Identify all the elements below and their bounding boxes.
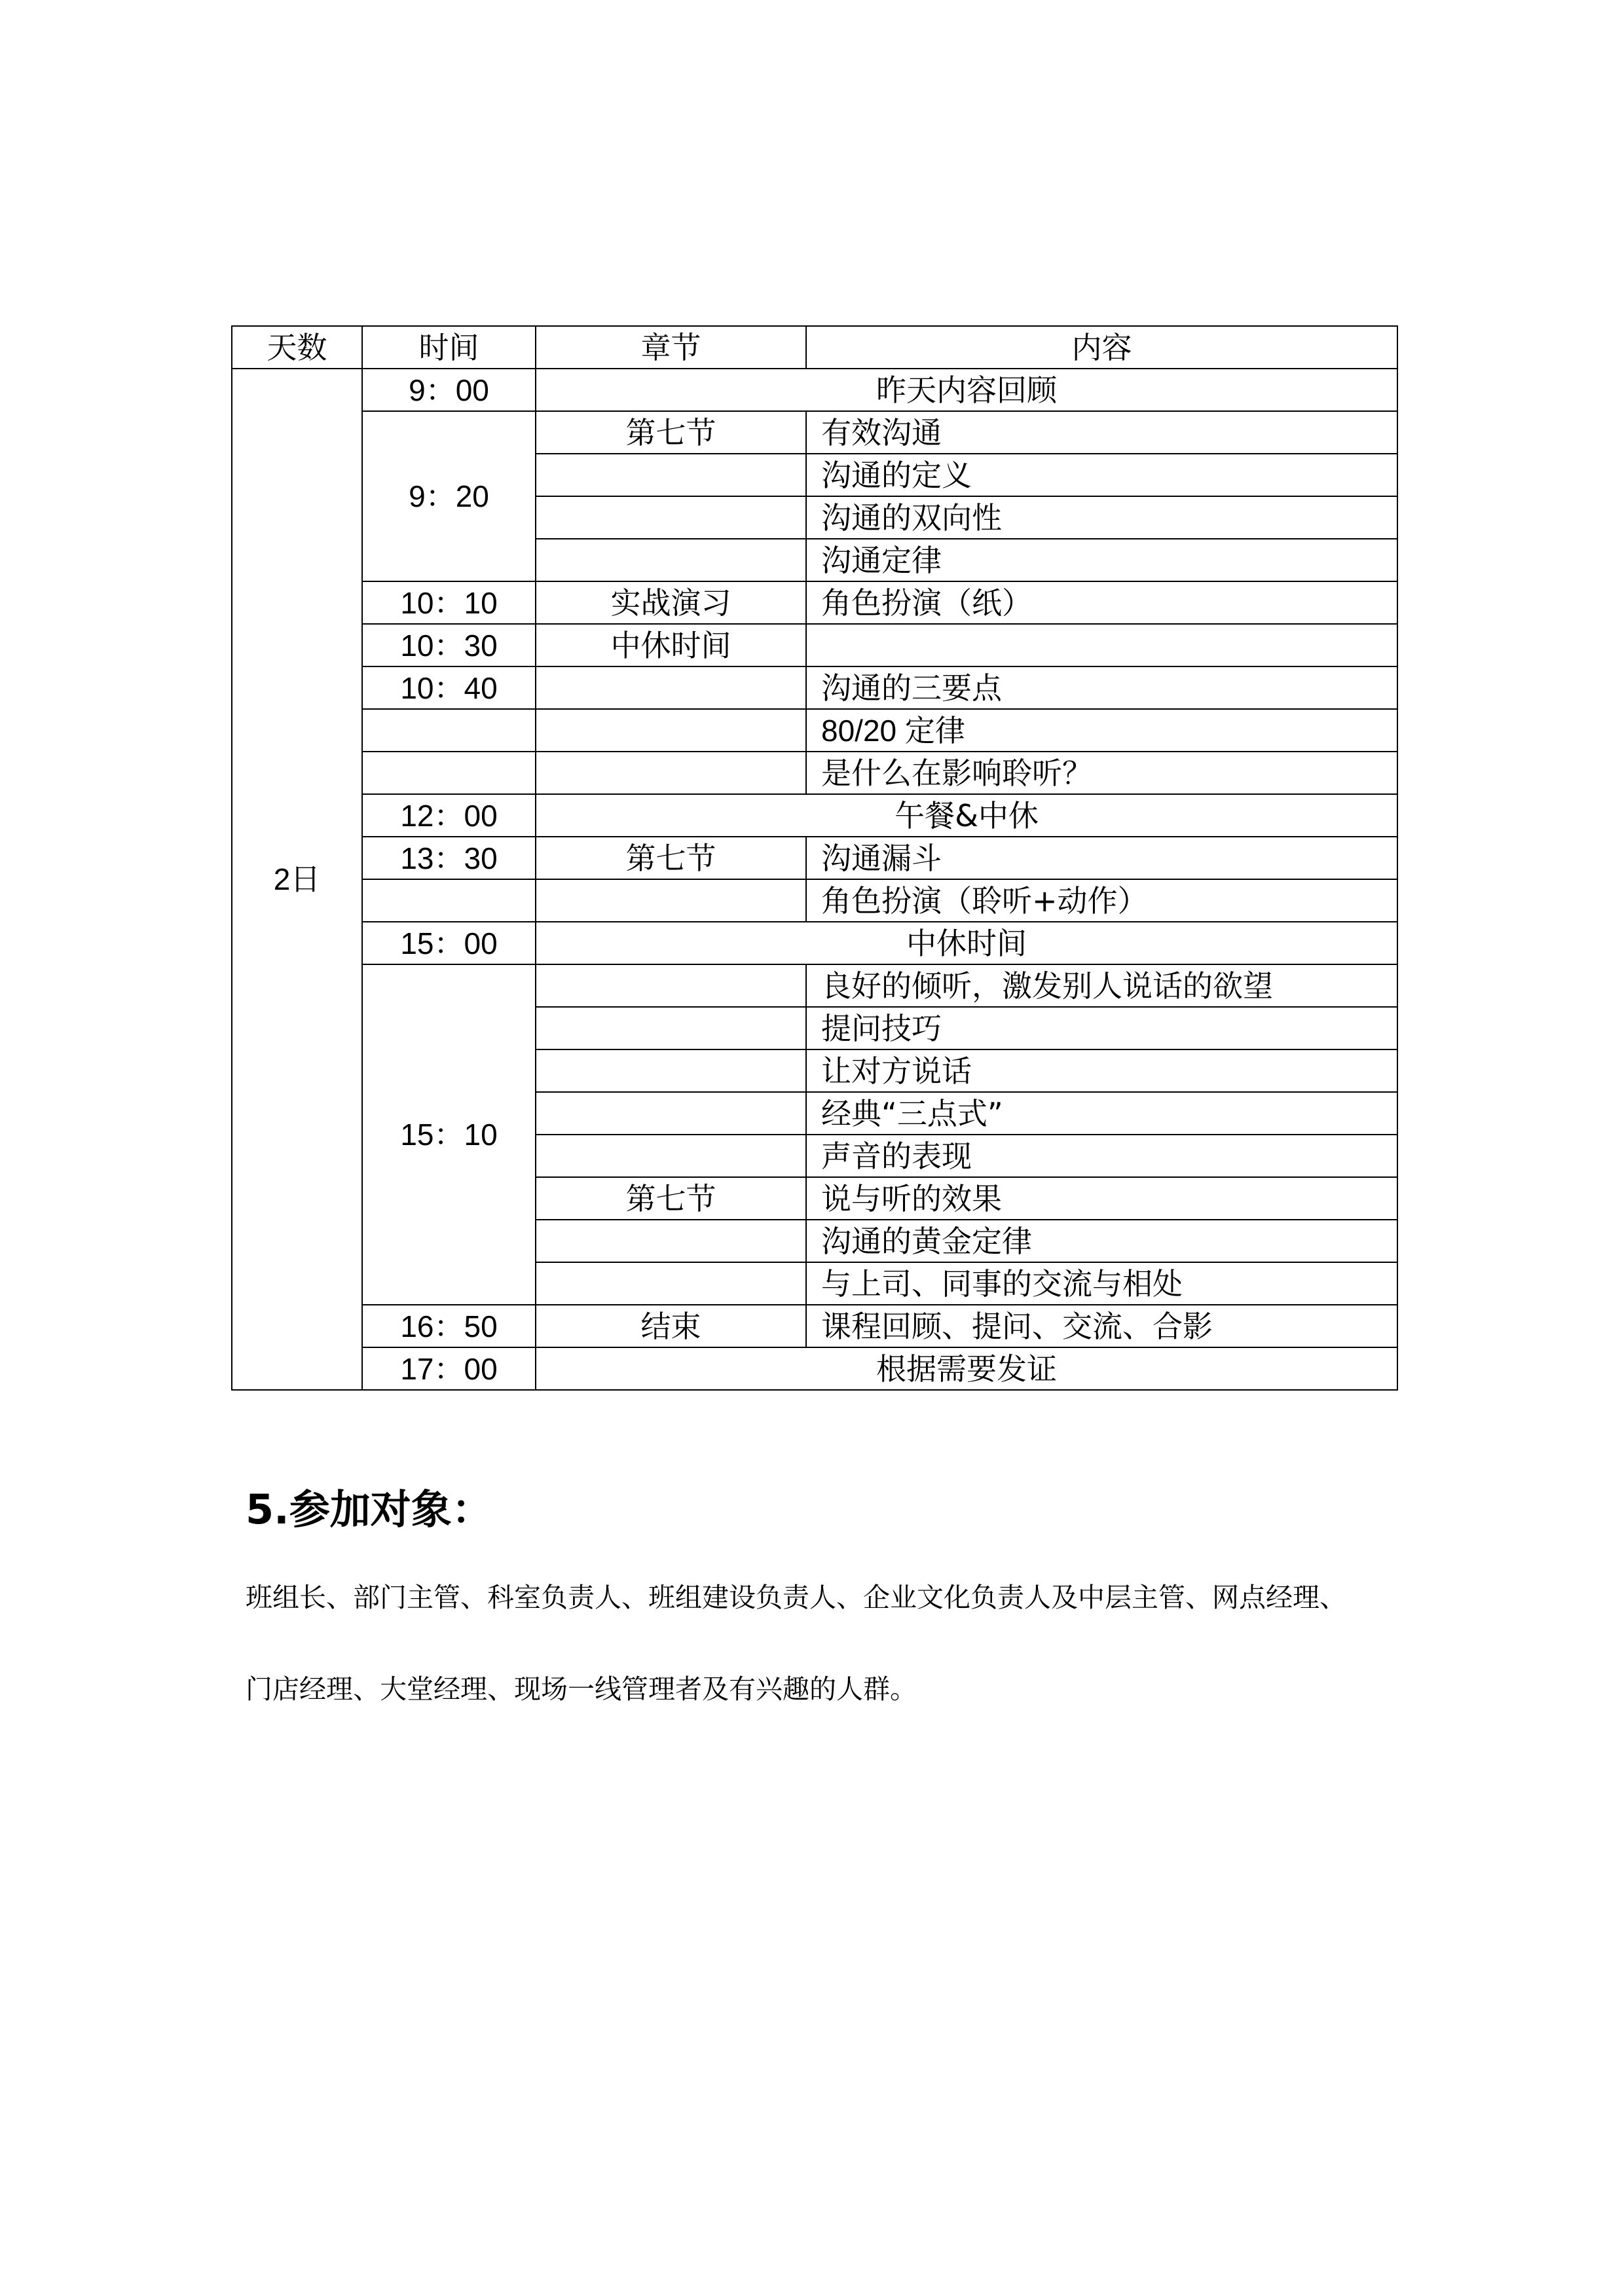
chapter-cell: [536, 752, 806, 794]
chapter-cell: 第七节: [536, 837, 806, 879]
content-cell: 让对方说话: [806, 1049, 1397, 1092]
content-cell: 与上司、同事的交流与相处: [806, 1262, 1397, 1305]
table-row: [232, 369, 1397, 411]
chapter-cell: [536, 1007, 806, 1049]
audience-text-line-1: 班组长、部门主管、科室负责人、班组建设负责人、企业文化负责人及中层主管、网点经理、: [246, 1582, 1346, 1613]
content-cell: 午餐&中休: [536, 794, 1397, 837]
time-cell: 15：10: [362, 964, 536, 1305]
content-cell: 课程回顾、提问、交流、合影: [806, 1305, 1397, 1347]
time-cell: 17：00: [362, 1347, 536, 1390]
header-content: 内容: [806, 326, 1397, 369]
chapter-cell: [536, 1220, 806, 1262]
table-row: [232, 581, 1397, 624]
time-cell: 13：30: [362, 837, 536, 879]
schedule-table: [231, 325, 1398, 1391]
chapter-cell: [536, 666, 806, 709]
time-cell: 9：00: [362, 369, 536, 411]
content-cell: 良好的倾听，激发别人说话的欲望: [806, 964, 1397, 1007]
content-cell: 提问技巧: [806, 1007, 1397, 1049]
content-cell: 声音的表现: [806, 1135, 1397, 1177]
content-cell: 沟通的三要点: [806, 666, 1397, 709]
table-row: [232, 752, 1397, 794]
time-cell: [362, 709, 536, 752]
time-cell: 10：10: [362, 581, 536, 624]
content-cell: 中休时间: [536, 922, 1397, 964]
chapter-cell: [536, 879, 806, 922]
chapter-cell: [536, 1262, 806, 1305]
chapter-cell: [536, 454, 806, 496]
table-row: [232, 624, 1397, 666]
chapter-cell: 中休时间: [536, 624, 806, 666]
table-row: [232, 1347, 1397, 1390]
section-heading: 5.参加对象：: [246, 1485, 492, 1533]
table-row: [232, 411, 1397, 454]
time-cell: 10：30: [362, 624, 536, 666]
table-header-row: [232, 326, 1397, 369]
content-cell: 昨天内容回顾: [536, 369, 1397, 411]
time-cell: 15：00: [362, 922, 536, 964]
content-cell: 沟通的双向性: [806, 496, 1397, 539]
chapter-cell: 第七节: [536, 411, 806, 454]
content-cell: 根据需要发证: [536, 1347, 1397, 1390]
table-row: [232, 837, 1397, 879]
content-cell: 80/20 定律: [806, 709, 1397, 752]
time-cell: [362, 879, 536, 922]
content-cell: 是什么在影响聆听？: [806, 752, 1397, 794]
header-time: 时间: [362, 326, 536, 369]
content-cell: 角色扮演（聆听+动作）: [806, 879, 1397, 922]
table-row: [232, 709, 1397, 752]
table-row: [232, 879, 1397, 922]
chapter-cell: [536, 1135, 806, 1177]
table-row: [232, 922, 1397, 964]
content-cell: 沟通定律: [806, 539, 1397, 581]
time-cell: [362, 752, 536, 794]
chapter-cell: [536, 1049, 806, 1092]
content-cell: 沟通漏斗: [806, 837, 1397, 879]
table-row: [232, 1305, 1397, 1347]
time-cell: 12：00: [362, 794, 536, 837]
chapter-cell: 第七节: [536, 1177, 806, 1220]
time-cell: 16：50: [362, 1305, 536, 1347]
header-day: 天数: [232, 326, 362, 369]
content-cell: 说与听的效果: [806, 1177, 1397, 1220]
chapter-cell: [536, 709, 806, 752]
chapter-cell: [536, 539, 806, 581]
content-cell: 角色扮演（纸）: [806, 581, 1397, 624]
content-cell: 沟通的黄金定律: [806, 1220, 1397, 1262]
content-cell: 有效沟通: [806, 411, 1397, 454]
time-cell: 10：40: [362, 666, 536, 709]
table-row: [232, 964, 1397, 1007]
audience-text-line-2: 门店经理、大堂经理、现场一线管理者及有兴趣的人群。: [246, 1673, 917, 1705]
table-row: [232, 666, 1397, 709]
chapter-cell: [536, 1092, 806, 1135]
content-cell: 沟通的定义: [806, 454, 1397, 496]
chapter-cell: 实战演习: [536, 581, 806, 624]
chapter-cell: 结束: [536, 1305, 806, 1347]
table-row: [232, 794, 1397, 837]
chapter-cell: [536, 496, 806, 539]
chapter-cell: [536, 964, 806, 1007]
time-cell: 9：20: [362, 411, 536, 581]
content-cell: 经典“三点式”: [806, 1092, 1397, 1135]
day-cell: 2日: [232, 369, 362, 1390]
header-chapter: 章节: [536, 326, 806, 369]
content-cell: [806, 624, 1397, 666]
